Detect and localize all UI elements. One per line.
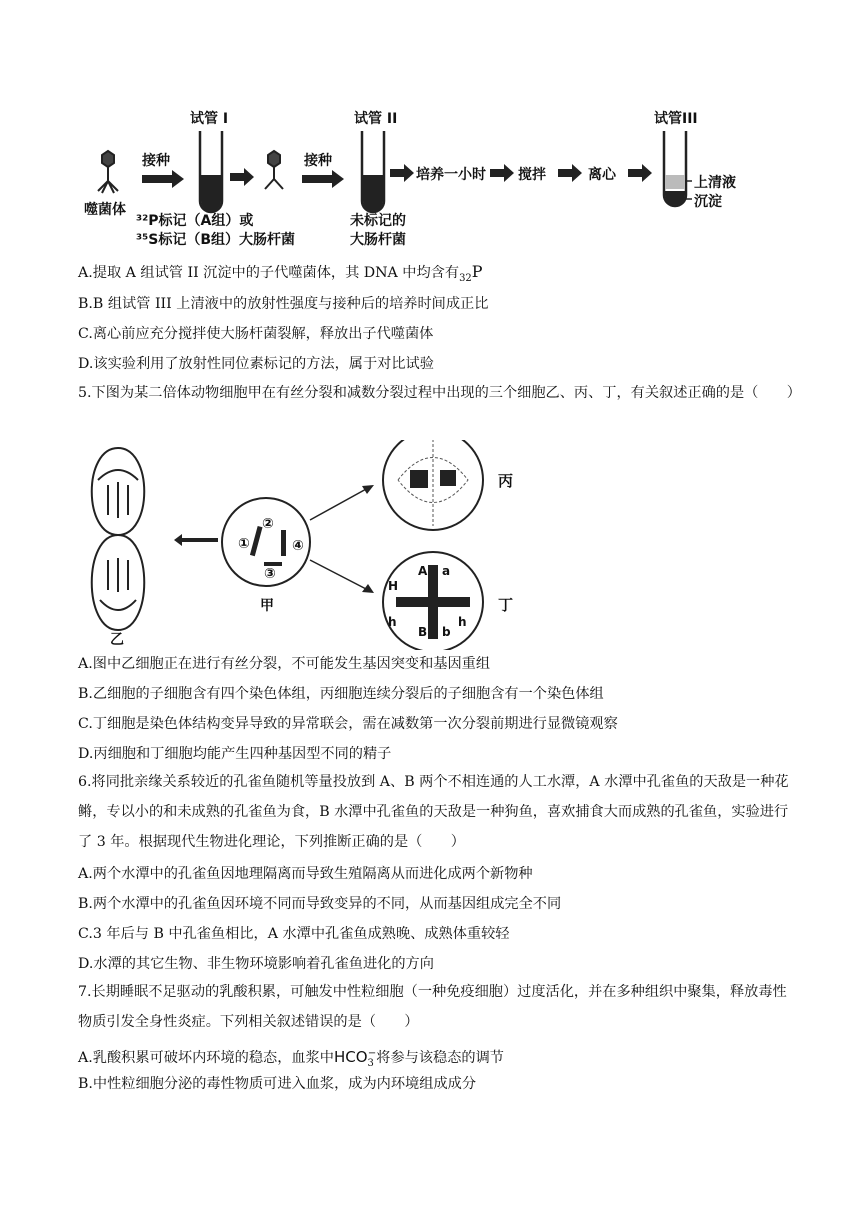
labeling-line-2: ³⁵S标记（B组）大肠杆菌 [136,232,296,248]
step-culture: 培养一小时 [416,167,486,183]
cell-division-figure [78,440,548,650]
step-stir: 搅拌 [518,167,546,183]
gene-A-label: A [418,564,428,578]
q5-option-b: B.乙细胞的子细胞含有四个染色体组，丙细胞连续分裂后的子细胞含有一个染色体组 [78,686,604,702]
gene-H-label: H [388,579,399,593]
arrow-right-icon [628,164,652,182]
inoculate-label-1: 接种 [142,153,170,169]
arrow-right-icon [230,168,254,186]
tube3-label: 试管III [654,111,698,127]
q5-stem: 5.下图为某二倍体动物细胞甲在有丝分裂和减数分裂过程中出现的三个细胞乙、丙、丁，有关叙述正确的是（ ） [78,385,801,401]
gene-h2-label: h [458,615,467,629]
gene-B-label: B [418,625,428,639]
tube1-icon [200,131,222,212]
q6-option-b: B.两个水潭中的孔雀鱼因环境不同而导致变异的不同，从而基因组成完全不同 [78,896,562,912]
phage-label: 噬菌体 [84,202,126,218]
phage-icon [265,151,283,189]
q5-option-a: A.图中乙细胞正在进行有丝分裂，不可能发生基因突变和基因重组 [78,656,491,672]
cell-jia-label: 甲 [260,598,274,614]
inoculate-label-2: 接种 [304,153,332,169]
cell-yi-label: 乙 [110,632,124,648]
cell-bing-label: 丙 [498,472,514,490]
q6-option-a: A.两个水潭中的孔雀鱼因地理隔离而导致生殖隔离从而进化成两个新物种 [78,866,533,882]
step-centrifuge: 离心 [588,167,616,183]
q7-option-b: B.中性粒细胞分泌的毒性物质可进入血浆，成为内环境组成成分 [78,1076,477,1092]
arrow-right-icon [302,170,344,188]
q7-stem: 7.长期睡眠不足驱动的乳酸积累，可触发中性粒细胞（一种免疫细胞）过度活化，并在多种组织中聚集，释放毒性物质引发全身性炎症。下列相关叙述错误的是（ ） [78,984,787,1030]
gene-a-label: a [442,564,451,578]
unlabeled-line-1: 未标记的 [350,213,406,229]
arrow-right-icon [142,170,184,188]
q5-option-d: D.丙细胞和丁细胞均能产生四种基因型不同的精子 [78,746,392,762]
q4-option-c: C.离心前应充分搅拌使大肠杆菌裂解，释放出子代噬菌体 [78,326,434,342]
q6-stem: 6.将同批亲缘关系较近的孔雀鱼随机等量投放到 A、B 两个不相连通的人工水潭，A 水潭中孔雀鱼的天敌是一种花鳉，专以小的和未成熟的孔雀鱼为食，B 水潭中孔雀鱼的天敌是一种狗鱼，喜欢捕食大而成熟的孔雀鱼，实验进行了 3 年。根据现代生物进化理论，下列推断正确的是（ ） [78,774,789,850]
q4-option-d: D.该实验利用了放射性同位素标记的方法，属于对比试验 [78,356,434,372]
chromosome-4-label: ④ [292,538,304,554]
tube2-icon [362,131,384,212]
arrow-right-icon [558,164,582,182]
arrow-left-icon [174,534,218,546]
phage-icon [98,151,118,193]
tube1-label: 试管 I [190,111,229,127]
cell-ding-label: 丁 [498,596,514,614]
tube3-icon [664,131,692,206]
chromosome-2-label: ② [262,516,274,532]
sediment-label: 沉淀 [694,194,722,210]
q4-option-b: B.B 组试管 III 上清液中的放射性强度与接种后的培养时间成正比 [78,296,489,312]
labeling-line-1: ³²P标记（A组）或 [136,213,254,229]
cell-yi-icon [92,448,145,630]
q4-option-a: A.提取 A 组试管 II 沉淀中的子代噬菌体，其 DNA 中均含有$_{32}$P [78,262,483,284]
chromosome-3-label: ③ [264,566,276,582]
arrow-right-icon [390,164,414,182]
q6-option-c: C.3 年后与 B 中孔雀鱼相比，A 水潭中孔雀鱼成熟晚、成熟体重较轻 [78,926,510,942]
unlabeled-line-2: 大肠杆菌 [350,232,406,248]
tube2-label: 试管 II [354,111,398,127]
q5-option-c: C.丁细胞是染色体结构变异导致的异常联会，需在减数第一次分裂前期进行显微镜观察 [78,716,618,732]
q7-option-a: A.乳酸积累可破坏内环境的稳态，血浆中$HCO_3^-$将参与该稳态的调节 [78,1048,504,1069]
chromosome-1-label: ① [238,536,250,552]
supernatant-label: 上清液 [694,175,736,191]
gene-b-label: b [442,625,451,639]
gene-h-label: h [388,615,397,629]
arrow-right-icon [490,164,514,182]
phage-experiment-figure [78,103,778,248]
q6-option-d: D.水潭的其它生物、非生物环境影响着孔雀鱼进化的方向 [78,956,434,972]
